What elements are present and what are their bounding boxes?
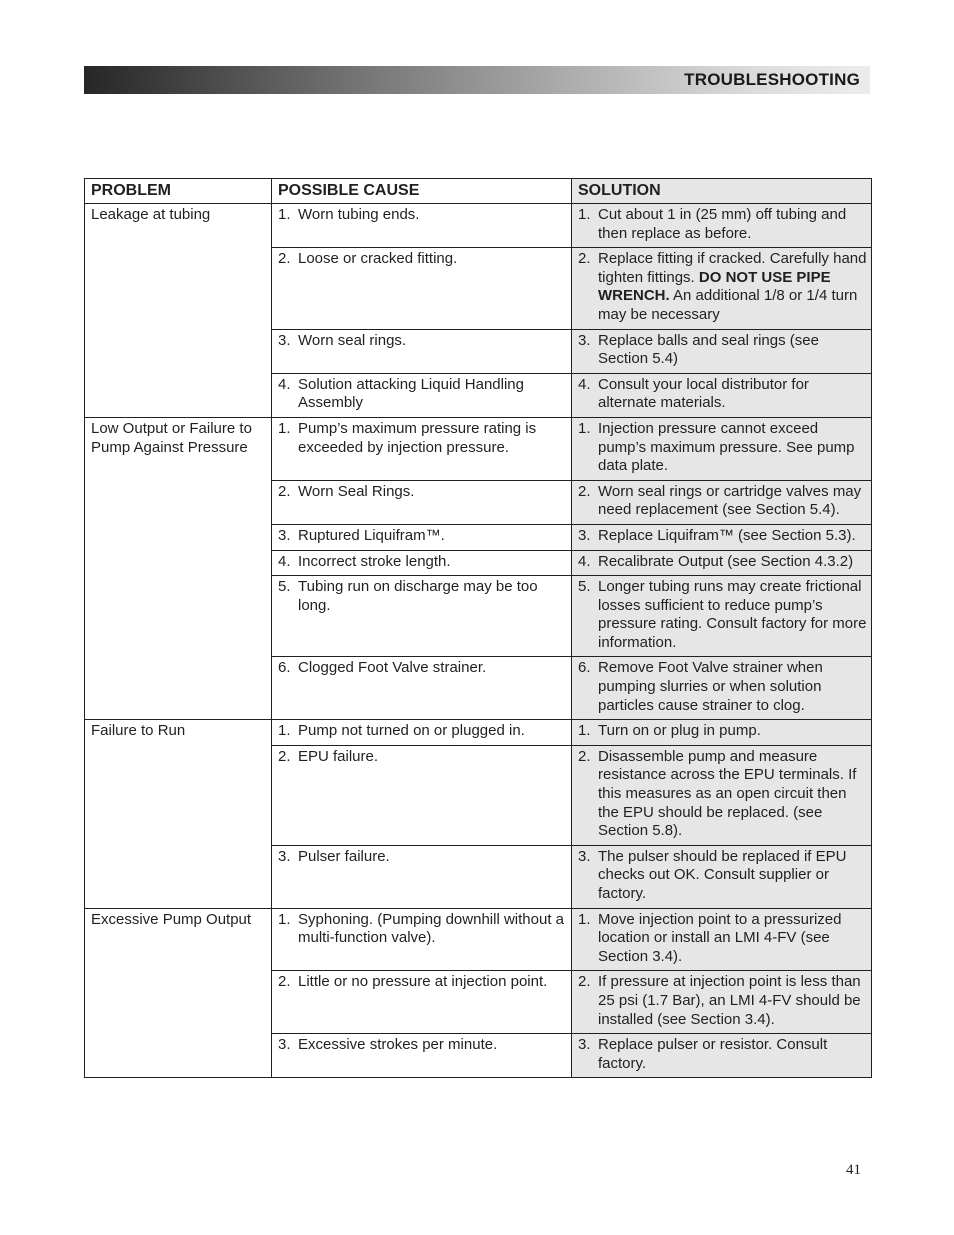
problem-cell: Excessive Pump Output: [85, 908, 272, 1078]
cause-cell: 5. Tubing run on discharge may be too long.: [272, 576, 572, 657]
solution-cell: 2. Worn seal rings or cartridge valves may need replacement (see Section 5.4).: [572, 480, 872, 524]
cause-cell: 1. Pump not turned on or plugged in.: [272, 720, 572, 746]
problem-cell: Failure to Run: [85, 720, 272, 908]
cause-cell: 4. Solution attacking Liquid Handling Assembly: [272, 373, 572, 417]
cause-cell: 1. Syphoning. (Pumping downhill without a multi-function valve).: [272, 908, 572, 971]
cause-cell: 3. Worn seal rings.: [272, 329, 572, 373]
table-row: [85, 908, 872, 971]
solution-cell: 3. Replace balls and seal rings (see Section 5.4): [572, 329, 872, 373]
possible-cause-header: POSSIBLE CAUSE: [272, 179, 572, 204]
problem-header: PROBLEM: [85, 179, 272, 204]
solution-cell: 2. Replace fitting if cracked. Carefully hand tighten fittings. DO NOT USE PIPE WRENCH. An additional 1/8 or 1/4 turn may be necessary: [572, 248, 872, 329]
cause-cell: 6. Clogged Foot Valve strainer.: [272, 657, 572, 720]
warning-text: DO NOT USE PIPE WRENCH.: [598, 268, 831, 305]
solution-cell: 1. Move injection point to a pressurized location or install an LMI 4-FV (see Section 3.4).: [572, 908, 872, 971]
solution-cell: 5. Longer tubing runs may create frictional losses sufficient to reduce pump’s pressure rating. Consult factory for more information.: [572, 576, 872, 657]
cause-cell: 3. Excessive strokes per minute.: [272, 1034, 572, 1078]
cause-cell: 1. Worn tubing ends.: [272, 204, 572, 248]
table-row: [85, 204, 872, 248]
problem-cell: Low Output or Failure to Pump Against Pressure: [85, 417, 272, 719]
cause-cell: 2. Little or no pressure at injection point.: [272, 971, 572, 1034]
cause-cell: 2. Loose or cracked fitting.: [272, 248, 572, 329]
solution-cell: 4. Recalibrate Output (see Section 4.3.2): [572, 550, 872, 576]
solution-header: SOLUTION: [572, 179, 872, 204]
problem-cell: Leakage at tubing: [85, 204, 272, 418]
cause-cell: 1. Pump’s maximum pressure rating is exceeded by injection pressure.: [272, 417, 572, 480]
troubleshooting-table: [84, 178, 872, 1078]
solution-cell: 4. Consult your local distributor for alternate materials.: [572, 373, 872, 417]
solution-cell: 3. The pulser should be replaced if EPU checks out OK. Consult supplier or factory.: [572, 845, 872, 908]
solution-cell: 1. Turn on or plug in pump.: [572, 720, 872, 746]
solution-cell: 2. If pressure at injection point is less than 25 psi (1.7 Bar), an LMI 4-FV should be installed (see Section 3.4).: [572, 971, 872, 1034]
section-title: TROUBLESHOOTING: [684, 70, 860, 89]
cause-cell: 3. Pulser failure.: [272, 845, 572, 908]
cause-cell: 2. Worn Seal Rings.: [272, 480, 572, 524]
cause-cell: 2. EPU failure.: [272, 745, 572, 845]
page-number: 41: [846, 1162, 861, 1178]
solution-cell: 1. Cut about 1 in (25 mm) off tubing and then replace as before.: [572, 204, 872, 248]
table-row: [85, 417, 872, 480]
table-header-row: [85, 179, 872, 204]
solution-cell: 1. Injection pressure cannot exceed pump’s maximum pressure. See pump data plate.: [572, 417, 872, 480]
solution-cell: 3. Replace Liquifram™ (see Section 5.3).: [572, 524, 872, 550]
section-header-bar: [84, 66, 870, 94]
solution-cell: 3. Replace pulser or resistor. Consult factory.: [572, 1034, 872, 1078]
cause-cell: 3. Ruptured Liquifram™.: [272, 524, 572, 550]
cause-cell: 4. Incorrect stroke length.: [272, 550, 572, 576]
table-row: [85, 720, 872, 746]
solution-cell: 2. Disassemble pump and measure resistance across the EPU terminals. If this measures as an open circuit then the EPU should be replaced. (see Section 5.8).: [572, 745, 872, 845]
solution-cell: 6. Remove Foot Valve strainer when pumping slurries or when solution particles cause strainer to clog.: [572, 657, 872, 720]
